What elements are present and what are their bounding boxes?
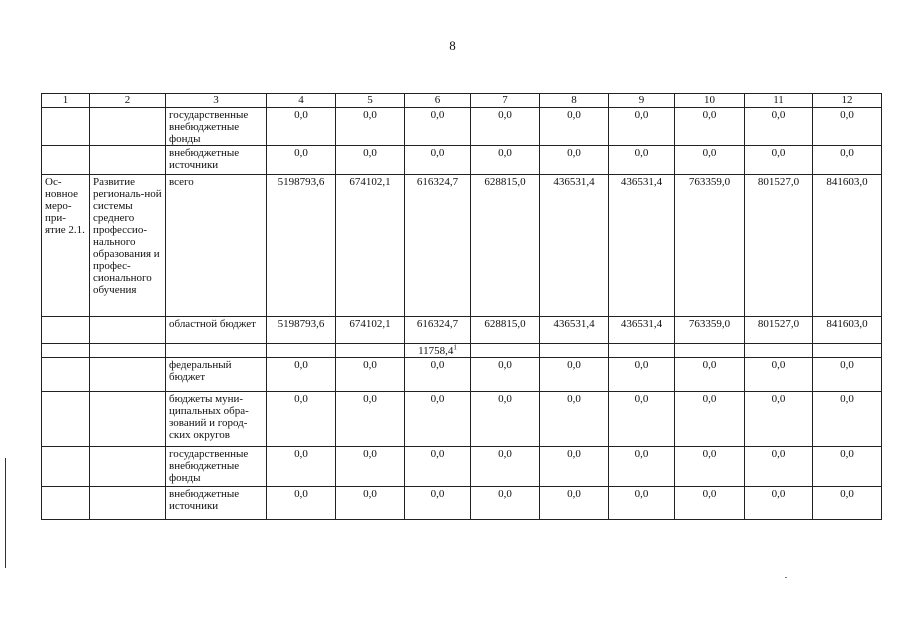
- funding-source-cell: внебюджетные источники: [166, 146, 267, 175]
- value-cell: 763359,0: [675, 317, 745, 344]
- value-cell: 0,0: [405, 358, 471, 392]
- funding-source-cell: федеральный бюджет: [166, 358, 267, 392]
- value-cell: 0,0: [471, 392, 540, 447]
- value-cell: 0,0: [609, 447, 675, 487]
- header-cell: 2: [90, 94, 166, 108]
- activity-code-cell: Ос-новное меро-при-ятие 2.1.: [42, 175, 90, 317]
- value-cell: 0,0: [267, 358, 336, 392]
- activity-name-cell: [90, 146, 166, 175]
- value-cell: 0,0: [540, 487, 609, 520]
- value-cell: 0,0: [745, 108, 813, 146]
- value-cell: 801527,0: [745, 175, 813, 317]
- activity-name-cell: Развитие региональ-ной системы среднего профессио-нального образования и профес-сионального обучения: [90, 175, 166, 317]
- value-cell: 436531,4: [609, 175, 675, 317]
- value-cell: 436531,4: [540, 175, 609, 317]
- value-cell-with-footnote: [405, 344, 471, 358]
- activity-name-cell: [90, 447, 166, 487]
- value-cell: 436531,4: [540, 317, 609, 344]
- footnote-mark: 1: [453, 343, 457, 352]
- value-cell: 0,0: [813, 358, 882, 392]
- activity-code-cell: [42, 392, 90, 447]
- value-cell: 0,0: [405, 447, 471, 487]
- value-cell: 0,0: [336, 392, 405, 447]
- value-cell: 0,0: [813, 146, 882, 175]
- header-cell: 8: [540, 94, 609, 108]
- value-cell: 616324,7: [405, 175, 471, 317]
- header-cell: 11: [745, 94, 813, 108]
- header-cell: 6: [405, 94, 471, 108]
- table-row: [42, 392, 882, 447]
- funding-source-cell: всего: [166, 175, 267, 317]
- table-row: [42, 175, 882, 317]
- activity-name-cell: [90, 392, 166, 447]
- value-cell: 0,0: [405, 392, 471, 447]
- activity-name-cell: [90, 358, 166, 392]
- value-cell: 0,0: [336, 487, 405, 520]
- table-row: [42, 344, 882, 358]
- value-cell: 628815,0: [471, 317, 540, 344]
- value-cell: 616324,7: [405, 317, 471, 344]
- value-cell: 763359,0: [675, 175, 745, 317]
- value-cell: 0,0: [813, 487, 882, 520]
- activity-name-cell: [90, 487, 166, 520]
- value-cell: 0,0: [609, 392, 675, 447]
- value-cell: [609, 344, 675, 358]
- scan-artifact-line: [5, 458, 6, 568]
- header-cell: 12: [813, 94, 882, 108]
- value-cell: 674102,1: [336, 317, 405, 344]
- value-cell: 801527,0: [745, 317, 813, 344]
- funding-source-cell: бюджеты муни-ципальных обра-зований и город-ских округов: [166, 392, 267, 447]
- value-cell: 0,0: [471, 146, 540, 175]
- value-cell: 0,0: [609, 108, 675, 146]
- value-cell: [745, 344, 813, 358]
- value-cell: 841603,0: [813, 317, 882, 344]
- table-row: [42, 146, 882, 175]
- value-cell: 0,0: [336, 146, 405, 175]
- table-row: [42, 447, 882, 487]
- activity-name-cell: [90, 108, 166, 146]
- activity-name-cell: [90, 344, 166, 358]
- value-cell: 0,0: [813, 392, 882, 447]
- activity-code-cell: [42, 344, 90, 358]
- value-cell: 0,0: [675, 447, 745, 487]
- value-cell: 5198793,6: [267, 317, 336, 344]
- header-cell: 4: [267, 94, 336, 108]
- activity-code-cell: [42, 108, 90, 146]
- value-cell: 0,0: [745, 447, 813, 487]
- value-cell: 0,0: [745, 358, 813, 392]
- header-cell: 7: [471, 94, 540, 108]
- header-cell: 5: [336, 94, 405, 108]
- activity-code-cell: [42, 358, 90, 392]
- value-cell: [675, 344, 745, 358]
- value-cell: 0,0: [745, 487, 813, 520]
- value-cell: 0,0: [675, 392, 745, 447]
- value-text: 11758,4: [418, 345, 454, 357]
- page-number: 8: [449, 38, 456, 53]
- header-row: [42, 94, 882, 108]
- value-cell: 0,0: [405, 146, 471, 175]
- value-cell: 0,0: [267, 392, 336, 447]
- activity-code-cell: [42, 317, 90, 344]
- value-cell: 0,0: [405, 487, 471, 520]
- funding-source-cell: государственные внебюджетные фонды: [166, 447, 267, 487]
- value-cell: 0,0: [336, 108, 405, 146]
- value-cell: 0,0: [471, 358, 540, 392]
- header-cell: 9: [609, 94, 675, 108]
- value-cell: 0,0: [540, 392, 609, 447]
- funding-source-cell: внебюджетные источники: [166, 487, 267, 520]
- value-cell: [540, 344, 609, 358]
- value-cell: 0,0: [609, 487, 675, 520]
- funding-source-cell: [166, 344, 267, 358]
- value-cell: 0,0: [267, 108, 336, 146]
- value-cell: 0,0: [609, 146, 675, 175]
- budget-table: [41, 93, 882, 520]
- activity-code-cell: [42, 447, 90, 487]
- table-row: [42, 487, 882, 520]
- value-cell: 0,0: [813, 108, 882, 146]
- value-cell: 0,0: [745, 392, 813, 447]
- value-cell: 674102,1: [336, 175, 405, 317]
- scan-artifact-dot: [785, 577, 787, 578]
- value-cell: [267, 344, 336, 358]
- value-cell: 0,0: [609, 358, 675, 392]
- value-cell: 436531,4: [609, 317, 675, 344]
- value-cell: [336, 344, 405, 358]
- value-cell: 0,0: [540, 108, 609, 146]
- value-cell: 0,0: [267, 487, 336, 520]
- value-cell: 0,0: [540, 447, 609, 487]
- value-cell: 0,0: [675, 146, 745, 175]
- value-cell: 0,0: [813, 447, 882, 487]
- value-cell: 0,0: [540, 358, 609, 392]
- header-cell: 3: [166, 94, 267, 108]
- header-cell: 1: [42, 94, 90, 108]
- table-row: [42, 358, 882, 392]
- table-row: [42, 317, 882, 344]
- funding-source-cell: областной бюджет: [166, 317, 267, 344]
- value-cell: 0,0: [405, 108, 471, 146]
- funding-source-cell: государственные внебюджетные фонды: [166, 108, 267, 146]
- value-cell: 841603,0: [813, 175, 882, 317]
- activity-code-cell: [42, 146, 90, 175]
- value-cell: [471, 344, 540, 358]
- value-cell: 0,0: [471, 447, 540, 487]
- value-cell: 0,0: [540, 146, 609, 175]
- value-cell: 0,0: [471, 487, 540, 520]
- value-cell: 0,0: [336, 358, 405, 392]
- value-cell: 0,0: [336, 447, 405, 487]
- value-cell: 0,0: [675, 487, 745, 520]
- activity-code-cell: [42, 487, 90, 520]
- value-cell: 0,0: [675, 358, 745, 392]
- value-cell: 0,0: [675, 108, 745, 146]
- header-cell: 10: [675, 94, 745, 108]
- value-cell: 0,0: [267, 146, 336, 175]
- value-cell: 5198793,6: [267, 175, 336, 317]
- value-cell: 628815,0: [471, 175, 540, 317]
- value-cell: 0,0: [267, 447, 336, 487]
- value-cell: 0,0: [471, 108, 540, 146]
- table-body: [42, 94, 882, 520]
- value-cell: [813, 344, 882, 358]
- activity-name-cell: [90, 317, 166, 344]
- table-row: [42, 108, 882, 146]
- value-cell: 0,0: [745, 146, 813, 175]
